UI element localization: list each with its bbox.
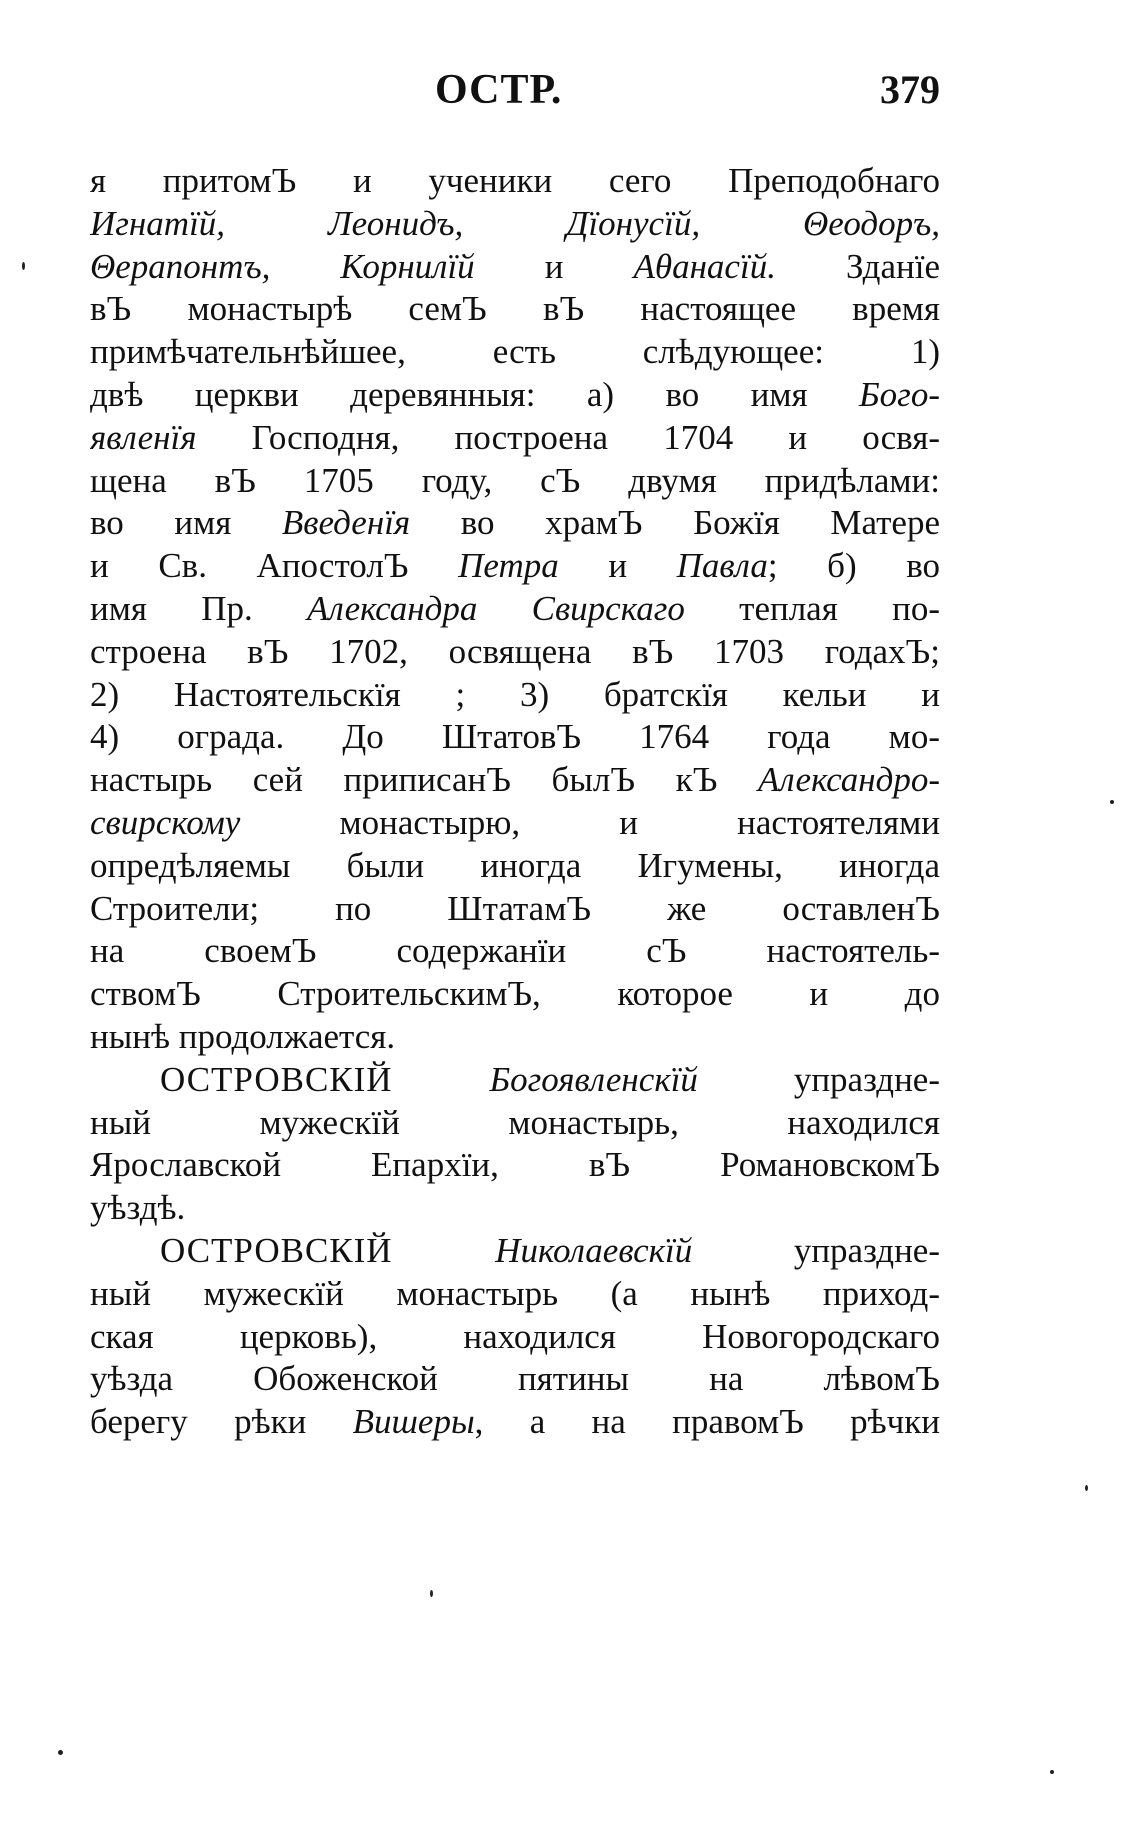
italic-name: Николаевскїй bbox=[495, 1230, 693, 1270]
italic-name: Θерапонтъ, Корнилїй bbox=[90, 246, 475, 286]
italic-name: Александро- bbox=[758, 760, 940, 800]
body-text bbox=[90, 160, 940, 1444]
text-run: нынѣ продолжается. bbox=[90, 1016, 396, 1056]
italic-name: Александра Свирскаго bbox=[307, 588, 685, 628]
text-run: и Св. АпостолЪ bbox=[90, 546, 459, 586]
text-line bbox=[90, 674, 940, 717]
scan-speck bbox=[58, 1750, 63, 1755]
text-run: ОСТРОВСКIЙ bbox=[160, 1230, 496, 1270]
text-run: Ярославской Епархїи, вЪ РомановскомЪ bbox=[90, 1145, 940, 1185]
italic-name: Вишеры bbox=[352, 1402, 475, 1442]
text-run: монастырю, и настоятелями bbox=[240, 802, 940, 842]
text-line bbox=[90, 460, 940, 503]
text-run: строена вЪ 1702, освящена вЪ 1703 годахЪ; bbox=[90, 631, 940, 671]
text-run: на своемЪ содержанїи сЪ настоятель- bbox=[90, 931, 940, 971]
text-line bbox=[90, 160, 940, 203]
text-line bbox=[90, 417, 940, 460]
text-line bbox=[90, 1102, 940, 1145]
text-line bbox=[90, 246, 940, 289]
text-line bbox=[90, 1016, 940, 1059]
text-run: упраздне- bbox=[697, 1059, 940, 1099]
text-run: имя Пр. bbox=[90, 588, 308, 628]
text-line bbox=[90, 802, 940, 845]
italic-name: Введенїя bbox=[281, 503, 411, 543]
text-run: теплая по- bbox=[684, 588, 940, 628]
text-run: во имя bbox=[90, 503, 282, 543]
text-run: во храмЪ Божїя Матере bbox=[410, 503, 940, 543]
text-run: настырь сей приписанЪ былЪ кЪ bbox=[90, 760, 759, 800]
text-run: ный мужескїй монастырь (а нынѣ приход- bbox=[90, 1273, 940, 1313]
text-run: примѣчательнѣйшее, есть слѣдующее: 1) bbox=[90, 332, 940, 372]
text-run: упраздне- bbox=[692, 1230, 940, 1270]
text-line bbox=[90, 930, 940, 973]
italic-name: Петра bbox=[458, 546, 559, 586]
text-line bbox=[90, 545, 940, 588]
text-run: Строители; по ШтатамЪ же оставленЪ bbox=[90, 888, 940, 928]
scan-speck bbox=[22, 262, 25, 270]
text-line bbox=[90, 1144, 940, 1187]
text-line bbox=[90, 631, 940, 674]
text-run: я притомЪ и ученики сего Преподобнаго bbox=[90, 161, 940, 200]
text-line bbox=[90, 1230, 940, 1273]
text-run: Зданїе bbox=[775, 246, 940, 286]
text-run: 4) ограда. До ШтатовЪ 1764 года мо- bbox=[90, 717, 940, 757]
text-run: Господня, построена 1704 и освя- bbox=[196, 417, 940, 457]
text-run: ный мужескїй монастырь, находился bbox=[90, 1102, 940, 1142]
page-header bbox=[90, 66, 940, 126]
text-run: щена вЪ 1705 году, сЪ двумя придѣлами: bbox=[90, 460, 940, 500]
italic-name: Богоявленскїй bbox=[489, 1059, 698, 1099]
text-run: уѣзда Обоженской пятины на лѣвомЪ bbox=[90, 1359, 940, 1399]
page-number: 379 bbox=[880, 67, 940, 112]
text-run: и bbox=[474, 246, 634, 286]
italic-name: Павла bbox=[676, 546, 768, 586]
text-run: опредѣляемы были иногда Игумены, иногда bbox=[90, 845, 940, 885]
text-line bbox=[90, 1316, 940, 1359]
text-line bbox=[90, 1358, 940, 1401]
text-run: , а на правомЪ рѣчки bbox=[474, 1402, 940, 1442]
italic-name: свирскому bbox=[90, 802, 241, 842]
text-run: ствомЪ СтроительскимЪ, которое и до bbox=[90, 974, 940, 1014]
text-line bbox=[90, 203, 940, 246]
scan-speck bbox=[430, 1590, 433, 1597]
scan-speck bbox=[1110, 800, 1114, 804]
italic-name: Бого- bbox=[859, 374, 940, 414]
text-run: ская церковь), находился Новогородскаго bbox=[90, 1316, 940, 1356]
text-line bbox=[90, 374, 940, 417]
text-run: и bbox=[558, 546, 677, 586]
text-line bbox=[90, 716, 940, 759]
text-run: ОСТРОВСКIЙ bbox=[160, 1059, 490, 1099]
text-line bbox=[90, 973, 940, 1016]
text-line bbox=[90, 1401, 940, 1444]
italic-name: Игнатїй, Леонидъ, Дїонусїй, Θеодоръ, bbox=[90, 203, 940, 243]
text-line bbox=[90, 1187, 940, 1230]
text-line bbox=[90, 288, 940, 331]
running-head: ОСТР. bbox=[435, 67, 563, 113]
text-run: ; б) во bbox=[767, 546, 940, 586]
scan-speck bbox=[1050, 1770, 1054, 1774]
text-run: берегу рѣки bbox=[90, 1402, 353, 1442]
scan-speck bbox=[1085, 1485, 1088, 1491]
italic-name: явленїя bbox=[90, 417, 197, 457]
text-line bbox=[90, 502, 940, 545]
text-run: 2) Настоятельскїя ; 3) братскїя кельи и bbox=[90, 674, 940, 714]
italic-name: Аθанасїй. bbox=[633, 246, 776, 286]
text-line bbox=[90, 1059, 940, 1102]
text-run: вЪ монастырѣ семЪ вЪ настоящее время bbox=[90, 289, 940, 329]
text-line bbox=[90, 331, 940, 374]
text-run: уѣздѣ. bbox=[90, 1188, 186, 1228]
text-run: двѣ церкви деревянныя: а) во имя bbox=[90, 374, 860, 414]
text-line bbox=[90, 1273, 940, 1316]
text-line bbox=[90, 759, 940, 802]
text-line bbox=[90, 845, 940, 888]
text-line bbox=[90, 588, 940, 631]
text-line bbox=[90, 888, 940, 931]
